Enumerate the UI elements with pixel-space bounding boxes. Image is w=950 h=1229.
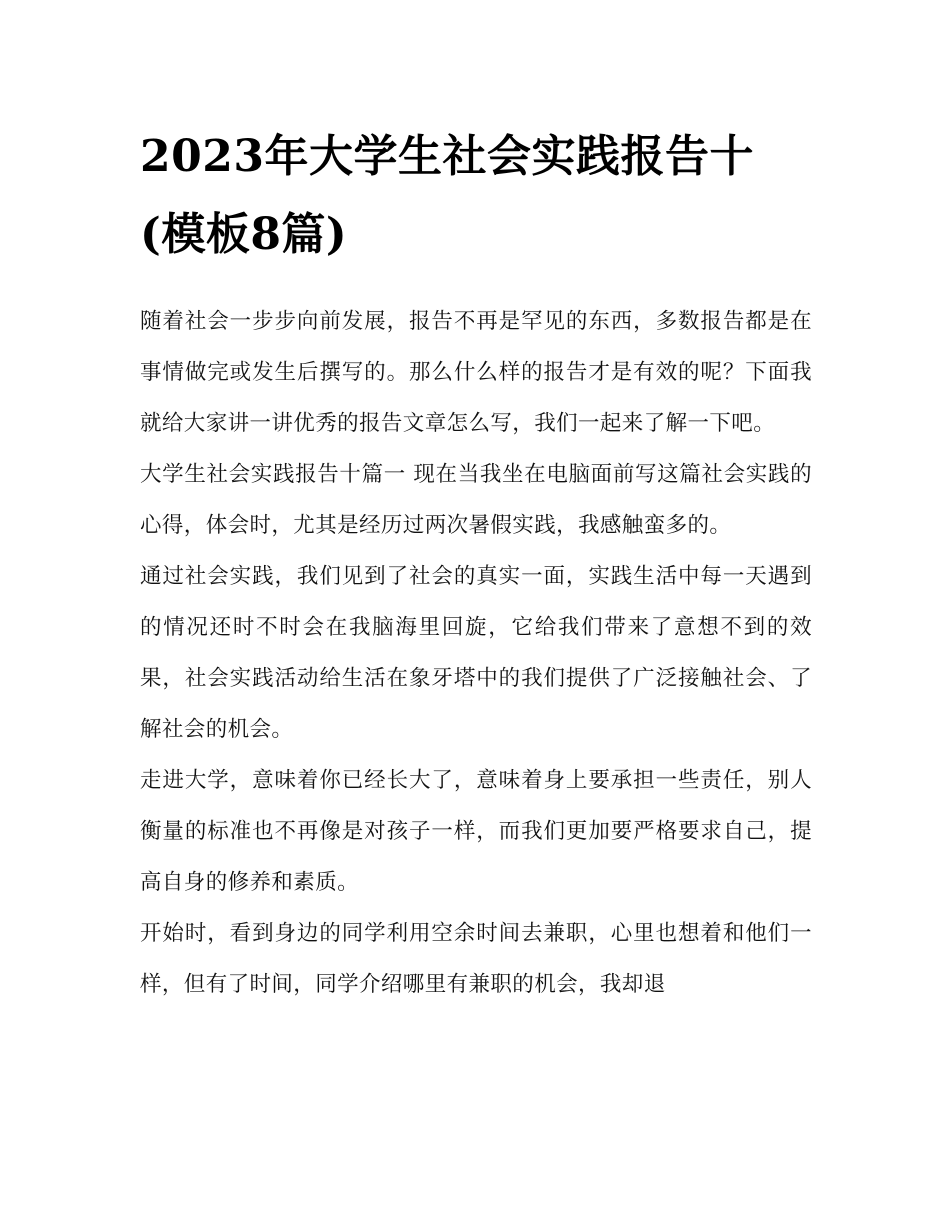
paragraph-social-practice: 通过社会实践，我们见到了社会的真实一面，实践生活中每一天遇到的情况还时不时会在我脑海里回旋，它给我们带来了意想不到的效果，社会实践活动给生活在象牙塔中的我们提供了广泛接触社会、了解社会的机会。: [140, 564, 812, 742]
paragraph-part-time-job: 开始时，看到身边的同学利用空余时间去兼职，心里也想着和他们一样，但有了时间，同学介绍哪里有兼职的机会，我却退: [140, 921, 812, 997]
document-body: [140, 118, 812, 1010]
paragraph-essay-one-opening: 大学生社会实践报告十篇一 现在当我坐在电脑面前写这篇社会实践的心得，体会时，尤其是经历过两次暑假实践，我感触蛮多的。: [140, 462, 812, 538]
paragraph-intro: 随着社会一步步向前发展，报告不再是罕见的东西，多数报告都是在事情做完或发生后撰写的。那么什么样的报告才是有效的呢？下面我就给大家讲一讲优秀的报告文章怎么写，我们一起来了解一下吧。: [140, 309, 812, 436]
paragraph-entering-university: 走进大学，意味着你已经长大了，意味着身上要承担一些责任，别人衡量的标准也不再像是对孩子一样，而我们更加要严格要求自己，提高自身的修养和素质。: [140, 768, 812, 895]
document-title: 2023年大学生社会实践报告十(模板8篇): [140, 131, 754, 260]
